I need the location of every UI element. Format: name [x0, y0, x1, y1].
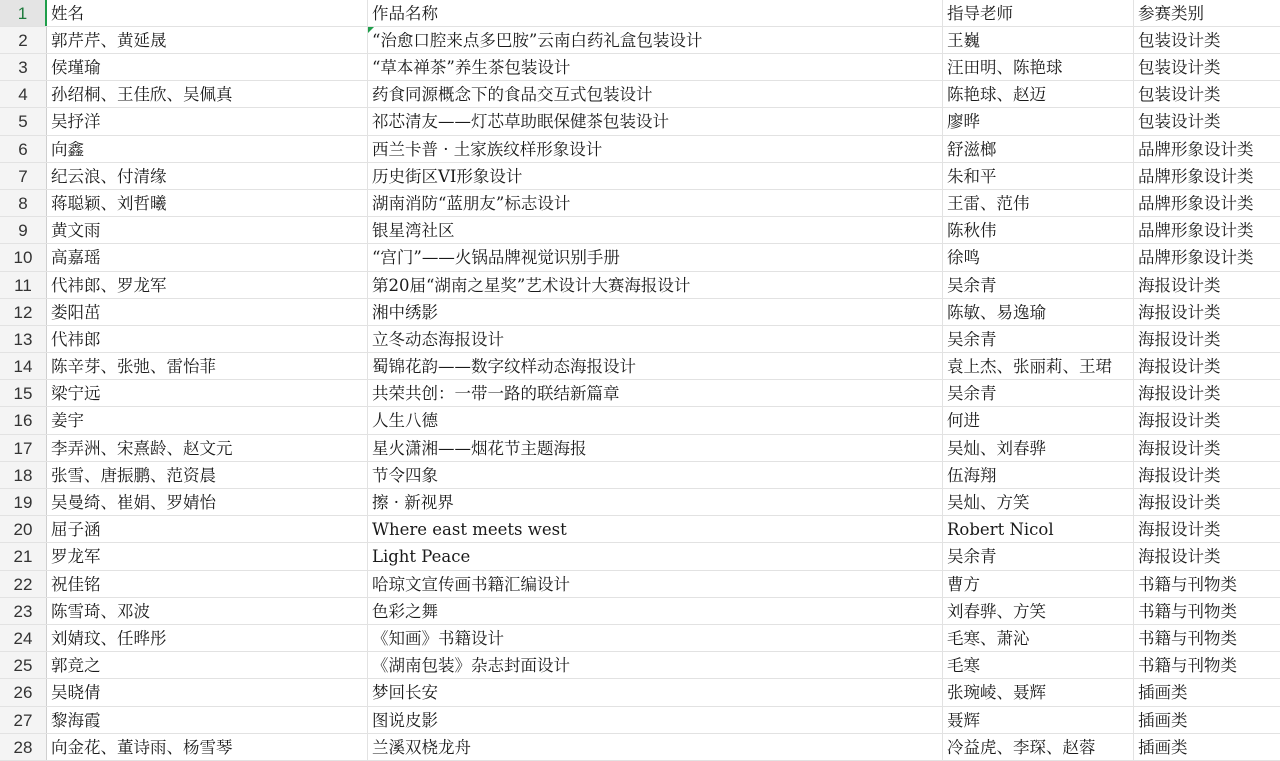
- cell-tutor[interactable]: 毛寒: [943, 652, 1134, 678]
- cell-tutor[interactable]: 吴余青: [943, 272, 1134, 298]
- cell-tutor[interactable]: 刘春骅、方笑: [943, 598, 1134, 624]
- table-row: [0, 54, 1280, 81]
- cell-work[interactable]: 人生八德: [368, 407, 943, 433]
- cell-work[interactable]: Light Peace: [368, 543, 943, 569]
- cell-name[interactable]: 祝佳铭: [47, 571, 368, 597]
- cell-category[interactable]: 书籍与刊物类: [1138, 656, 1237, 676]
- row-number[interactable]: 5: [0, 108, 47, 134]
- cell-work[interactable]: 哈琼文宣传画书籍汇编设计: [368, 571, 943, 597]
- cell-work[interactable]: 节令四象: [368, 462, 943, 488]
- header-cell-name[interactable]: 姓名: [47, 0, 368, 26]
- cell-name[interactable]: 代祎郎: [47, 326, 368, 352]
- cell-name[interactable]: 姜宇: [47, 407, 368, 433]
- data-rows: [0, 27, 1280, 761]
- cell-name[interactable]: 陈辛芽、张弛、雷怡菲: [47, 353, 368, 379]
- cell-category[interactable]: 插画类: [1138, 683, 1188, 703]
- cell-category[interactable]: 海报设计类: [1138, 357, 1221, 377]
- row-number[interactable]: 16: [0, 407, 47, 433]
- row-number[interactable]: 21: [0, 543, 47, 569]
- row-number[interactable]: 2: [0, 27, 47, 53]
- header-cell-category[interactable]: 参赛类别: [1138, 4, 1204, 23]
- cell-work[interactable]: 西兰卡普 · 土家族纹样形象设计: [368, 136, 943, 162]
- cell-work[interactable]: 湖南消防“蓝朋友”标志设计: [368, 190, 943, 216]
- table-row: [0, 163, 1280, 190]
- row-number[interactable]: 3: [0, 54, 47, 80]
- cell-work[interactable]: 共荣共创：一带一路的联结新篇章: [368, 380, 943, 406]
- cell-name[interactable]: 陈雪琦、邓波: [47, 598, 368, 624]
- cell-name[interactable]: 纪云浪、付清缘: [47, 163, 368, 189]
- cell-name[interactable]: 黎海霞: [47, 707, 368, 733]
- cell-category[interactable]: 品牌形象设计类: [1138, 166, 1254, 186]
- table-row: [0, 407, 1280, 434]
- cell-category[interactable]: 海报设计类: [1138, 493, 1221, 512]
- header-row: [0, 0, 1280, 27]
- table-row: [0, 244, 1280, 271]
- cell-name[interactable]: 李弄洲、宋熹龄、赵文元: [47, 435, 368, 461]
- cell-category[interactable]: 海报设计类: [1138, 547, 1221, 567]
- table-row: [0, 625, 1280, 652]
- cell-category[interactable]: 品牌形象设计类: [1138, 248, 1254, 268]
- header-cell-work[interactable]: 作品名称: [368, 0, 943, 26]
- cell-work[interactable]: 药食同源概念下的食品交互式包装设计: [368, 81, 943, 107]
- cell-name[interactable]: 屈子涵: [47, 516, 368, 542]
- table-row: [0, 679, 1280, 706]
- cell-tutor[interactable]: 汪田明、陈艳球: [943, 54, 1134, 80]
- cell-name[interactable]: 梁宁远: [47, 380, 368, 406]
- cell-category[interactable]: 插画类: [1138, 710, 1188, 730]
- cell-work[interactable]: 祁芯清友——灯芯草助眠保健茶包装设计: [368, 108, 943, 134]
- cell-work[interactable]: “宫门”——火锅品牌视觉识别手册: [368, 244, 943, 270]
- cell-category[interactable]: 包装设计类: [1138, 58, 1221, 77]
- cell-name[interactable]: 郭芹芹、黄延晟: [47, 27, 368, 53]
- cell-category[interactable]: 品牌形象设计类: [1138, 139, 1254, 159]
- row-number[interactable]: 11: [0, 272, 47, 298]
- cell-tutor[interactable]: 何进: [943, 407, 1134, 433]
- cell-work[interactable]: Where east meets west: [368, 516, 943, 542]
- cell-tutor[interactable]: 吴灿、方笑: [943, 489, 1134, 515]
- cell-category[interactable]: 包装设计类: [1138, 85, 1221, 105]
- cell-category[interactable]: 海报设计类: [1138, 438, 1221, 458]
- cell-category[interactable]: 海报设计类: [1138, 275, 1221, 295]
- row-number[interactable]: 9: [0, 217, 47, 243]
- cell-category[interactable]: 书籍与刊物类: [1138, 628, 1237, 648]
- table-row: [0, 734, 1280, 761]
- cell-tutor[interactable]: 王雷、范伟: [943, 190, 1134, 216]
- cell-tutor[interactable]: 毛寒、萧沁: [943, 625, 1134, 651]
- table-row: [0, 272, 1280, 299]
- cell-name[interactable]: 张雪、唐振鹏、范资晨: [47, 462, 368, 488]
- cell-tutor[interactable]: 曹方: [943, 571, 1134, 597]
- cell-tutor[interactable]: 朱和平: [943, 163, 1134, 189]
- cell-tutor[interactable]: 聂辉: [943, 707, 1134, 733]
- table-row: [0, 598, 1280, 625]
- header-cell-tutor[interactable]: 指导老师: [943, 0, 1134, 26]
- cell-tutor[interactable]: 舒滋榔: [943, 136, 1134, 162]
- cell-tutor[interactable]: Robert Nicol: [943, 516, 1134, 542]
- cell-category[interactable]: 包装设计类: [1138, 31, 1221, 50]
- cell-category[interactable]: 书籍与刊物类: [1138, 574, 1237, 594]
- cell-name[interactable]: 罗龙军: [47, 543, 368, 569]
- cell-tutor[interactable]: 吴灿、刘春骅: [943, 435, 1134, 461]
- table-row: [0, 81, 1280, 108]
- cell-tutor[interactable]: 陈敏、易逸瑜: [943, 299, 1134, 325]
- cell-category[interactable]: 海报设计类: [1138, 520, 1221, 540]
- cell-category[interactable]: 海报设计类: [1138, 302, 1221, 322]
- row-number[interactable]: 8: [0, 190, 47, 216]
- cell-name[interactable]: 向鑫: [47, 136, 368, 162]
- cell-category[interactable]: 海报设计类: [1138, 465, 1221, 485]
- cell-category[interactable]: 海报设计类: [1138, 329, 1221, 349]
- row-number[interactable]: 27: [0, 707, 47, 733]
- row-number[interactable]: 18: [0, 462, 47, 488]
- cell-tutor[interactable]: 袁上杰、张丽莉、王珺: [943, 353, 1134, 379]
- cell-name[interactable]: 侯瑾瑜: [47, 54, 368, 80]
- table-row: [0, 326, 1280, 353]
- cell-tutor[interactable]: 廖晔: [943, 108, 1134, 134]
- cell-tutor[interactable]: 张琬崚、聂辉: [943, 679, 1134, 705]
- cell-name[interactable]: 向金花、董诗雨、杨雪琴: [47, 734, 368, 760]
- table-row: [0, 190, 1280, 217]
- cell-name[interactable]: 高嘉瑶: [47, 244, 368, 270]
- cell-work[interactable]: 湘中绣影: [368, 299, 943, 325]
- row-number[interactable]: 26: [0, 679, 47, 705]
- cell-tutor[interactable]: 陈艳球、赵迈: [943, 81, 1134, 107]
- cell-category[interactable]: 品牌形象设计类: [1138, 221, 1254, 241]
- table-row: [0, 571, 1280, 598]
- cell-comment-marker: [368, 27, 374, 33]
- table-row: [0, 380, 1280, 407]
- cell-category[interactable]: 包装设计类: [1138, 112, 1221, 132]
- table-row: [0, 543, 1280, 570]
- row-number[interactable]: 6: [0, 136, 47, 162]
- row-number[interactable]: 10: [0, 244, 47, 270]
- table-row: [0, 435, 1280, 462]
- cell-name[interactable]: 孙绍桐、王佳欣、吴佩真: [47, 81, 368, 107]
- cell-category[interactable]: 书籍与刊物类: [1138, 601, 1237, 621]
- cell-work[interactable]: “草本禅茶”养生茶包装设计: [368, 54, 943, 80]
- row-number[interactable]: 13: [0, 326, 47, 352]
- row-number[interactable]: 24: [0, 625, 47, 651]
- cell-work[interactable]: 蜀锦花韵——数字纹样动态海报设计: [368, 353, 943, 379]
- cell-name[interactable]: 娄阳茁: [47, 299, 368, 325]
- row-number[interactable]: 12: [0, 299, 47, 325]
- cell-work[interactable]: 立冬动态海报设计: [368, 326, 943, 352]
- table-row: [0, 136, 1280, 163]
- table-row: [0, 108, 1280, 135]
- cell-name[interactable]: 吴抒洋: [47, 108, 368, 134]
- row-number[interactable]: 20: [0, 516, 47, 542]
- table-row: [0, 217, 1280, 244]
- cell-tutor[interactable]: 吴余青: [943, 326, 1134, 352]
- row-number[interactable]: 25: [0, 652, 47, 678]
- cell-tutor[interactable]: 徐鸣: [943, 244, 1134, 270]
- cell-tutor[interactable]: 伍海翔: [943, 462, 1134, 488]
- row-number[interactable]: 1: [0, 0, 47, 26]
- row-number[interactable]: 19: [0, 489, 47, 515]
- cell-category[interactable]: 品牌形象设计类: [1138, 193, 1254, 213]
- table-row: [0, 462, 1280, 489]
- row-number[interactable]: 22: [0, 571, 47, 597]
- cell-tutor[interactable]: 王巍: [943, 27, 1134, 53]
- cell-tutor[interactable]: 吴余青: [943, 380, 1134, 406]
- cell-work[interactable]: 银星湾社区: [368, 217, 943, 243]
- cell-name[interactable]: 代祎郎、罗龙军: [47, 272, 368, 298]
- cell-work[interactable]: 图说皮影: [368, 707, 943, 733]
- cell-tutor[interactable]: 吴余青: [943, 543, 1134, 569]
- table-row: [0, 707, 1280, 734]
- row-number[interactable]: 17: [0, 435, 47, 461]
- cell-category[interactable]: 海报设计类: [1138, 384, 1221, 404]
- cell-work[interactable]: 《知画》书籍设计: [368, 625, 943, 651]
- cell-name[interactable]: 吴晓倩: [47, 679, 368, 705]
- row-number[interactable]: 23: [0, 598, 47, 624]
- row-number[interactable]: 28: [0, 734, 47, 760]
- table-row: [0, 27, 1280, 54]
- table-row: [0, 652, 1280, 679]
- cell-work[interactable]: 擦 · 新视界: [368, 489, 943, 515]
- table-row: [0, 299, 1280, 326]
- row-number[interactable]: 15: [0, 380, 47, 406]
- row-number[interactable]: 4: [0, 81, 47, 107]
- table-row: [0, 516, 1280, 543]
- cell-work[interactable]: 色彩之舞: [368, 598, 943, 624]
- cell-name[interactable]: 蒋聪颖、刘哲曦: [47, 190, 368, 216]
- cell-name[interactable]: 郭竞之: [47, 652, 368, 678]
- cell-work[interactable]: 《湖南包装》杂志封面设计: [368, 652, 943, 678]
- cell-category[interactable]: 插画类: [1138, 737, 1188, 757]
- cell-name[interactable]: 黄文雨: [47, 217, 368, 243]
- table-row: [0, 489, 1280, 516]
- cell-name[interactable]: 刘婧玟、任晔彤: [47, 625, 368, 651]
- cell-tutor[interactable]: 冷益虎、李琛、赵蓉: [943, 734, 1134, 760]
- cell-work[interactable]: 星火潇湘——烟花节主题海报: [368, 435, 943, 461]
- row-number[interactable]: 14: [0, 353, 47, 379]
- cell-name[interactable]: 吴曼绮、崔娟、罗婧怡: [47, 489, 368, 515]
- row-number[interactable]: 7: [0, 163, 47, 189]
- cell-work[interactable]: 兰溪双桡龙舟: [368, 734, 943, 760]
- cell-work[interactable]: “治愈口腔来点多巴胺”云南白药礼盒包装设计: [368, 27, 943, 53]
- cell-work[interactable]: 历史街区VI形象设计: [368, 163, 943, 189]
- cell-category[interactable]: 海报设计类: [1138, 411, 1221, 431]
- table-row: [0, 353, 1280, 380]
- cell-work[interactable]: 梦回长安: [368, 679, 943, 705]
- cell-work[interactable]: 第20届“湖南之星奖”艺术设计大赛海报设计: [368, 272, 943, 298]
- cell-tutor[interactable]: 陈秋伟: [943, 217, 1134, 243]
